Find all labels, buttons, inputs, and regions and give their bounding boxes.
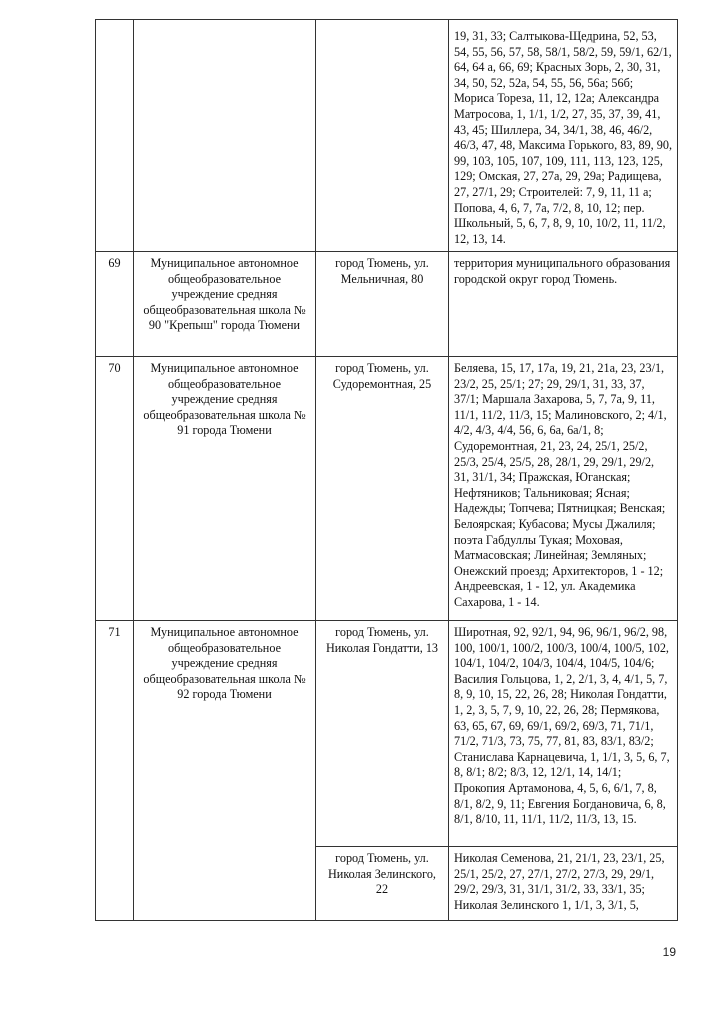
page-number: 19 <box>662 945 676 959</box>
assigned-streets: Широтная, 92, 92/1, 94, 96, 96/1, 96/2, 98, 100, 100/1, 100/2, 100/3, 100/4, 100/5, 102, 104/1, 104/2, 104/3, 104/4, 104/5, 104/6; Василия Гольцова, 1, 2, 2/1, 3, 4, 4/1, 5, 7, 8, 9, 10, 15, 22, 26, 28; Николая Гондатти, 1, 2, 3, 5, 7, 9, 10, 22, 26, 28; Пермякова, 63, 65, 67, 69, 69/1, 69/2, 69/3, 71, 71/1, 71/2, 71/3, 73, 75, 77, 81, 83, 83/1, 83/2; Станислава Карнацевича, 1, 1/1, 3, 5, 6, 7, 8, 8/1; 8/2; 8/3, 12, 12/1, 14, 14/1; Прокопия Артамонова, 4, 5, 6, 6/1, 7, 8, 8/1, 8/2, 9, 11; Евгения Богдановича, 6, 8, 8/1, 8/10, 11, 11/1, 11/2, 11/3, 13, 15. <box>449 621 678 847</box>
school-address: город Тюмень, ул. Мельничная, 80 <box>316 252 449 357</box>
table-row <box>96 20 678 252</box>
table-row <box>96 621 678 847</box>
assigned-streets: территория муниципального образования городской округ город Тюмень. <box>449 252 678 357</box>
school-name: Муниципальное автономное общеобразовательное учреждение средняя общеобразовательная школа № 91 города Тюмени <box>134 357 316 621</box>
assigned-streets: Николая Семенова, 21, 21/1, 23, 23/1, 25, 25/1, 25/2, 27, 27/1, 27/2, 27/3, 29, 29/1, 29/2, 29/3, 31, 31/1, 31/2, 33, 33/1, 35; Николая Зелинского 1, 1/1, 3, 3/1, 5, <box>449 847 678 921</box>
row-number: 69 <box>96 252 134 357</box>
row-number: 70 <box>96 357 134 621</box>
school-address: город Тюмень, ул. Николая Гондатти, 13 <box>316 621 449 847</box>
school-address: город Тюмень, ул. Николая Зелинского, 22 <box>316 847 449 921</box>
row-number <box>96 20 134 252</box>
row-number: 71 <box>96 621 134 921</box>
school-name: Муниципальное автономное общеобразовательное учреждение средняя общеобразовательная школа № 90 "Крепыш" города Тюмени <box>134 252 316 357</box>
school-address: город Тюмень, ул. Судоремонтная, 25 <box>316 357 449 621</box>
school-address <box>316 20 449 252</box>
table-row <box>96 357 678 621</box>
assigned-streets: Беляева, 15, 17, 17а, 19, 21, 21а, 23, 23/1, 23/2, 25, 25/1; 27; 29, 29/1, 31, 33, 37, 37/1; Маршала Захарова, 5, 7, 7а, 9, 11, 11/1, 11/2, 11/3, 15; Малиновского, 2; 4/1, 4/2, 4/3, 4/4, 56, 6, 6а, 6а/1, 8; Судоремонтная, 21, 23, 24, 25/1, 25/2, 25/3, 25/4, 25/5, 28, 28/1, 29, 29/1, 29/2, 31, 31/1, 34; Пражская, Юганская; Нефтяников; Тальниковая; Ясная; Надежды; Топчева; Пятницкая; Венская; Белоярская; Кубасова; Мусы Джалиля; поэта Габдуллы Тукая; Моховая, Матмасовская; Линейная; Земляных; Онежский проезд; Архитекторов, 1 - 12; Андреевская, 1 - 12, ул. Академика Сахарова, 1 - 14. <box>449 357 678 621</box>
school-name: Муниципальное автономное общеобразовательное учреждение средняя общеобразовательная школа № 92 города Тюмени <box>134 621 316 921</box>
schools-table <box>95 19 678 921</box>
assigned-streets: 19, 31, 33; Салтыкова-Щедрина, 52, 53, 54, 55, 56, 57, 58, 58/1, 58/2, 59, 59/1, 62/1, 64, 64 а, 66, 69; Красных Зорь, 2, 30, 31, 34, 50, 52, 52а, 54, 55, 56, 56а; 56б; Мориса Тореза, 11, 12, 12а; Александра Матросова, 1, 1/1, 1/2, 27, 35, 37, 39, 41, 43, 45; Шиллера, 34, 34/1, 38, 46, 46/2, 46/3, 47, 48, Максима Горького, 83, 89, 90, 99, 103, 105, 107, 109, 111, 113, 123, 125, 129; Омская, 27, 27а, 29, 29а; Радищева, 27, 27/1, 29; Строителей: 7, 9, 11, 11 а; Попова, 4, 6, 7, 7а, 7/2, 8, 10, 12; пер. Школьный, 5, 6, 7, 8, 9, 10, 10/2, 11, 11/2, 12, 13, 14. <box>449 20 678 252</box>
table-row <box>96 252 678 357</box>
school-name <box>134 20 316 252</box>
